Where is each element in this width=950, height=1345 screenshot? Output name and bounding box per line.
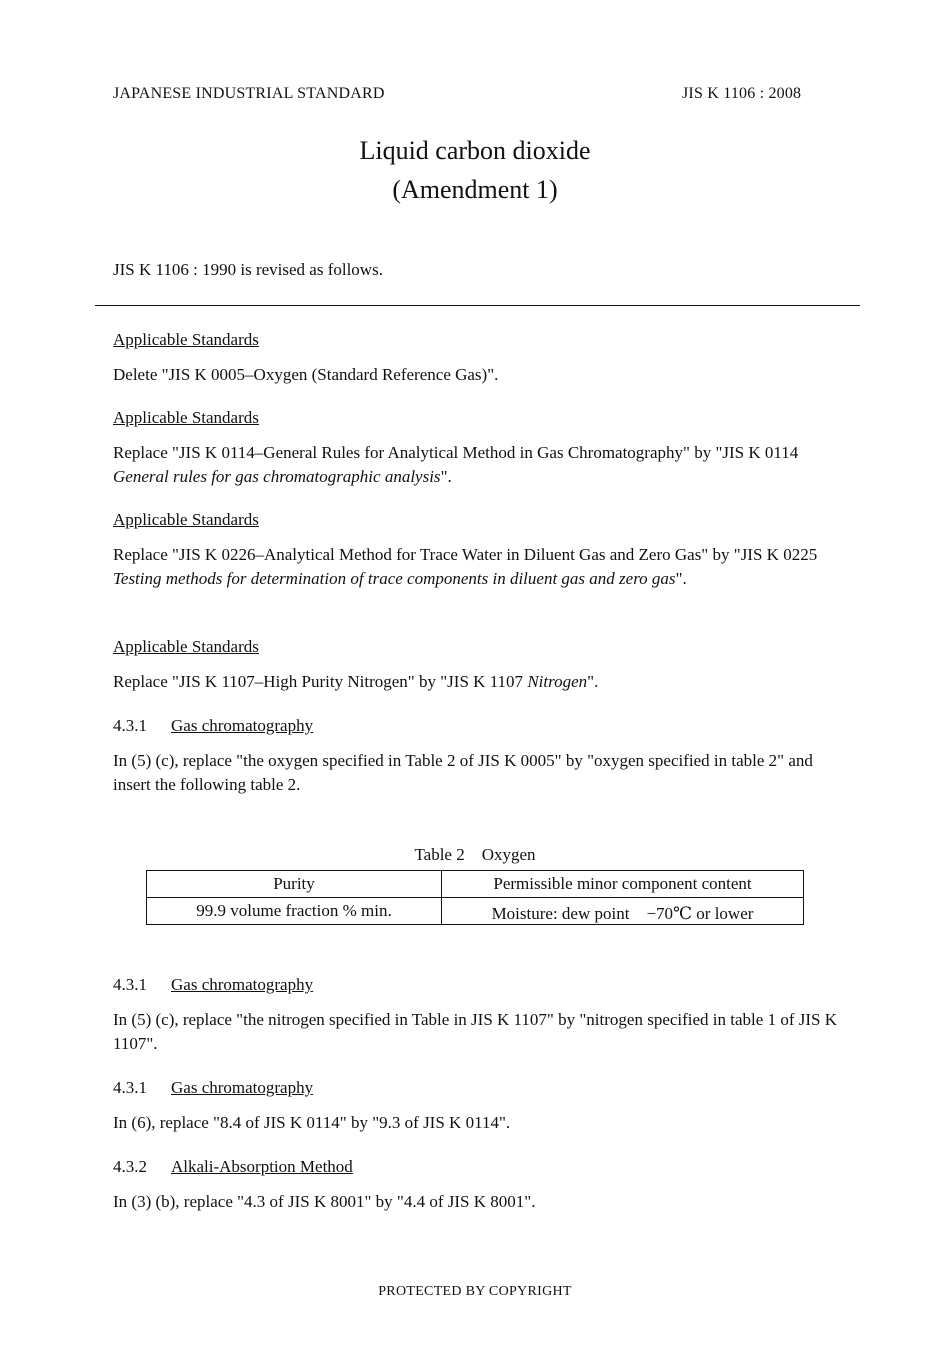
table-caption: Table 2 Oxygen bbox=[414, 845, 536, 864]
table-cell: 99.9 volume fraction % min. bbox=[147, 898, 442, 925]
section-heading: Gas chromatography bbox=[171, 1078, 314, 1097]
amendment-text: In (3) (b), replace "4.3 of JIS K 8001" by "4.4 of JIS K 8001". bbox=[113, 1192, 536, 1211]
oxygen-table bbox=[146, 870, 804, 925]
table-header-cell: Permissible minor component content bbox=[442, 871, 804, 898]
document-title: Liquid carbon dioxide bbox=[359, 136, 591, 165]
section-number: 4.3.1 bbox=[113, 975, 147, 994]
section-number: 4.3.1 bbox=[113, 716, 147, 735]
amendment-text: In (5) (c), replace "the nitrogen specified in Table in JIS K 1107" by "nitrogen specified in table 1 of JIS K 1107". bbox=[113, 1010, 837, 1053]
section-heading: Gas chromatography bbox=[171, 975, 314, 994]
section-heading: Applicable Standards bbox=[113, 408, 259, 427]
table-header-row bbox=[147, 871, 804, 898]
amendment-text: Delete "JIS K 0005–Oxygen (Standard Reference Gas)". bbox=[113, 365, 499, 384]
amendment-text: Replace "JIS K 0226–Analytical Method for Trace Water in Diluent Gas and Zero Gas" by "JIS K 0225 Testing methods for determination of trace components in diluent gas and zero gas". bbox=[113, 545, 818, 588]
section-heading: Applicable Standards bbox=[113, 637, 259, 656]
amendment-text: Replace "JIS K 0114–General Rules for Analytical Method in Gas Chromatography" by "JIS K 0114 General rules for gas chromatographic analysis". bbox=[113, 443, 799, 486]
section-number: 4.3.1 bbox=[113, 1078, 147, 1097]
amendment-text: Replace "JIS K 1107–High Purity Nitrogen" by "JIS K 1107 Nitrogen". bbox=[113, 672, 599, 691]
italic-title: Testing methods for determination of trace components in diluent gas and zero gas bbox=[113, 569, 676, 588]
section-heading: Gas chromatography bbox=[171, 716, 314, 735]
section-number: 4.3.2 bbox=[113, 1157, 147, 1176]
amendment-text: In (5) (c), replace "the oxygen specified in Table 2 of JIS K 0005" by "oxygen specified in table 2" and insert the following table 2. bbox=[113, 751, 813, 794]
italic-title: Nitrogen bbox=[527, 672, 588, 691]
table-header-cell: Purity bbox=[147, 871, 442, 898]
section-heading: Applicable Standards bbox=[113, 510, 259, 529]
header-standard-number: JIS K 1106 : 2008 bbox=[682, 85, 802, 102]
italic-title: General rules for gas chromatographic analysis bbox=[113, 467, 441, 486]
header-standard-name: JAPANESE INDUSTRIAL STANDARD bbox=[113, 85, 385, 102]
horizontal-rule bbox=[95, 305, 860, 306]
section-heading: Alkali-Absorption Method bbox=[171, 1157, 353, 1176]
table-row bbox=[147, 898, 804, 925]
section-heading: Applicable Standards bbox=[113, 330, 259, 349]
table-cell: Moisture: dew point −70℃ or lower bbox=[442, 898, 804, 925]
intro-text: JIS K 1106 : 1990 is revised as follows. bbox=[113, 260, 383, 279]
document-subtitle: (Amendment 1) bbox=[392, 175, 558, 204]
copyright-footer: PROTECTED BY COPYRIGHT bbox=[378, 1284, 572, 1299]
amendment-text: In (6), replace "8.4 of JIS K 0114" by "9.3 of JIS K 0114". bbox=[113, 1113, 511, 1132]
